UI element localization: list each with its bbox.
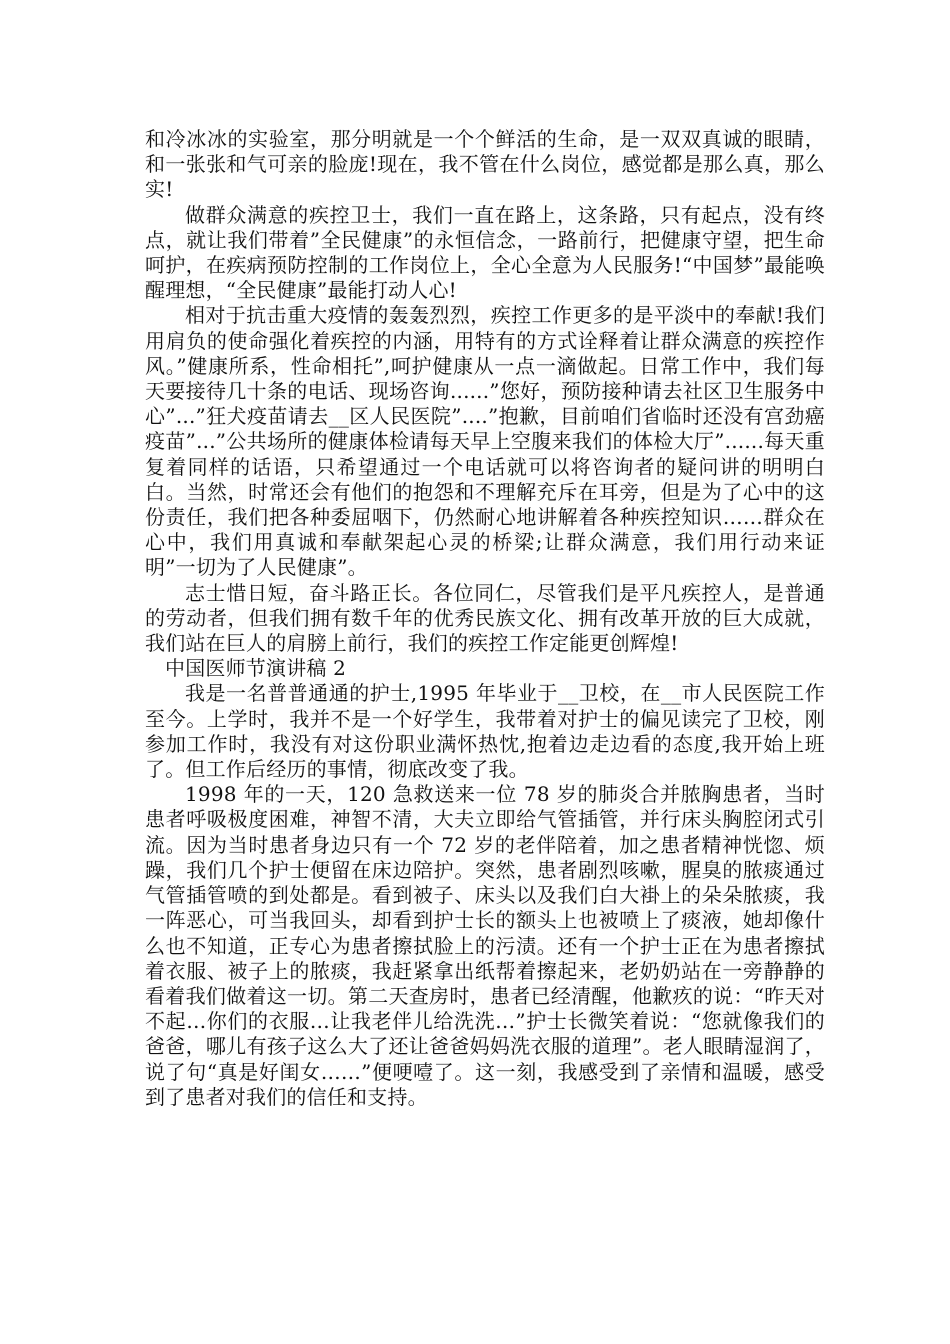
document-body [145,127,825,1110]
paragraph-closing: 志士惜日短，奋斗路正长。各位同仁，尽管我们是平凡疾控人，是普通的劳动者，但我们拥有数千年的优秀民族文化、拥有改革开放的巨大成就，我们站在巨人的肩膀上前行，我们的疾控工作定能更创辉煌! [145,580,825,656]
paragraph-daily-dedication: 相对于抗击重大疫情的轰轰烈烈，疾控工作更多的是平淡中的奉献!我们用肩负的使命强化着疾控的内涵，用特有的方式诠释着让群众满意的疾控作风。”健康所系，性命相托”,呵护健康从一点一滴做起。日常工作中，我们每天要接待几十条的电话、现场咨询......”您好，预防接种请去社区卫生服务中心”...”狂犬疫苗请去__区人民医院”....”抱歉，目前咱们省临时还没有宫劲癌疫苗”...”公共场所的健康体检请每天早上空腹来我们的体检大厅”......每天重复着同样的话语，只希望通过一个电话就可以将咨询者的疑问讲的明明白白。当然，时常还会有他们的抱怨和不理解充斥在耳旁，但是为了心中的这份责任，我们把各种委屈咽下，仍然耐心地讲解着各种疾控知识……群众在心中，我们用真诚和奉献架起心灵的桥梁;让群众满意，我们用行动来证明”一切为了人民健康”。 [145,303,825,580]
paragraph-continuation: 和冷冰冰的实验室，那分明就是一个个鲜活的生命，是一双双真诚的眼睛，和一张张和气可亲的脸庞!现在，我不管在什么岗位，感觉都是那么真，那么实! [145,127,825,202]
paragraph-disease-control-guard: 做群众满意的疾控卫士，我们一直在路上，这条路，只有起点，没有终点，就让我们带着”全民健康”的永恒信念，一路前行，把健康守望，把生命呵护，在疾病预防控制的工作岗位上，全心全意为人民服务!“中国梦”最能唤醒理想，“全民健康”最能打动人心! [145,202,825,303]
section-heading: 中国医师节演讲稿 2 [165,656,347,681]
paragraph-nurse-intro: 我是一名普普通通的护士,1995 年毕业于__卫校，在__市人民医院工作至今。上学时，我并不是一个好学生，我带着对护士的偏见读完了卫校，刚参加工作时，我没有对这份职业满怀热忱,抱着边走边看的态度,我开始上班了。但工作后经历的事情，彻底改变了我。 [145,681,825,782]
paragraph-1998-story: 1998 年的一天，120 急救送来一位 78 岁的肺炎合并脓胸患者，当时患者呼吸极度困难，神智不清，大夫立即给气管插管，并行床头胸腔闭式引流。因为当时患者身边只有一个 72 岁的老伴陪着，加之患者精神恍惚、烦躁，我们几个护士便留在床边陪护。突然，患者剧烈咳嗽，腥臭的脓痰通过气管插管喷的到处都是。看到被子、床头以及我们白大褂上的朵朵脓痰，我一阵恶心，可当我回头，却看到护士长的额头上也被喷上了痰液，她却像什么也不知道，正专心为患者擦拭脸上的污渍。还有一个护士正在为患者擦拭着衣服、被子上的脓痰，我赶紧拿出纸帮着擦起来，老奶奶站在一旁静静的看着我们做着这一切。第二天查房时，患者已经清醒，他歉疚的说：“昨天对不起…你们的衣服…让我老伴儿给洗洗…”护士长微笑着说：“您就像我们的爸爸，哪儿有孩子这么大了还让爸爸妈妈洗衣服的道理”。老人眼睛湿润了，说了句“真是好闺女……”便哽噎了。这一刻，我感受到了亲情和温暖，感受到了患者对我们的信任和支持。 [145,782,825,1109]
